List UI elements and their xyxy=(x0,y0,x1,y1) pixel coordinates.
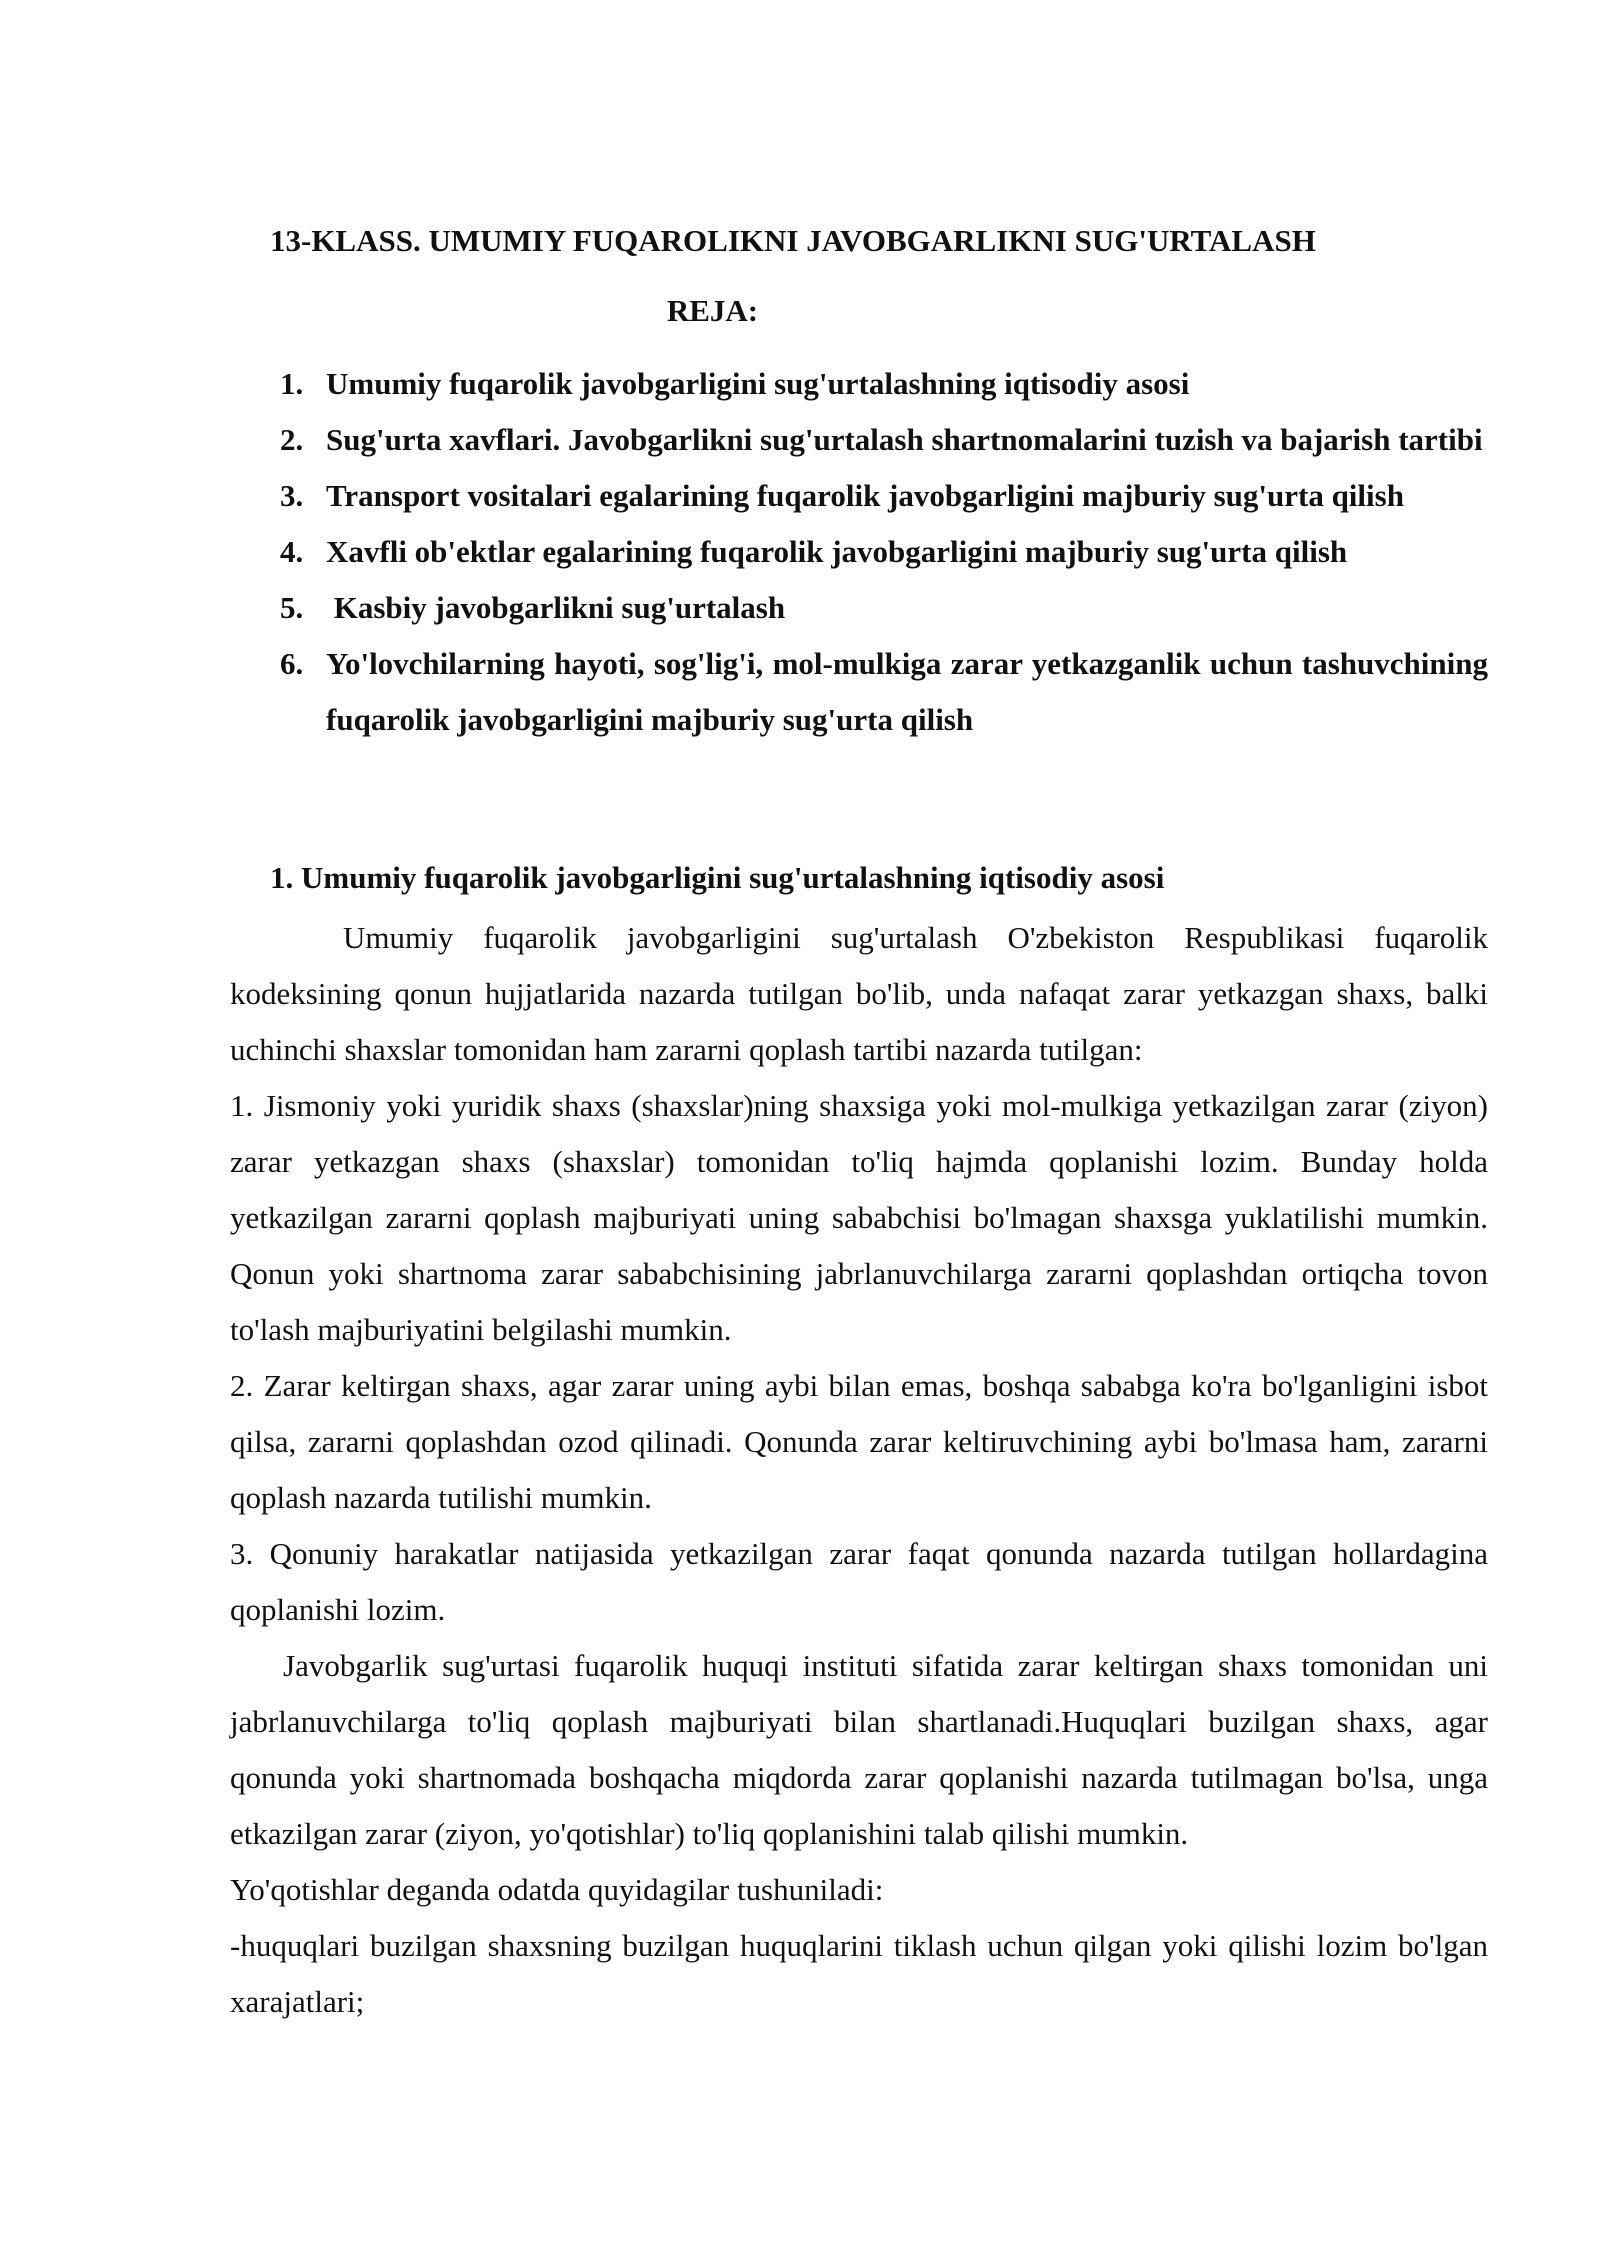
plan-item-text: Kasbiy javobgarlikni sug'urtalash xyxy=(326,590,786,625)
plan-item xyxy=(270,580,1488,636)
plan-item-number: 3. xyxy=(280,478,304,513)
paragraph: 1. Jismoniy yoki yuridik shaxs (shaxslar)ning shaxsiga yoki mol-mulkiga yetkazilgan zarar (ziyon) zarar yetkazgan shaxs (shaxslar) tomonidan to'liq hajmda qoplanishi lozim. Bunday holda yetkazilgan zararni qoplash majburiyati uning sababchisi bo'lmagan shaxsga yuklatilishi mumkin. Qonun yoki shartnoma zarar sababchisining jabrlanuvchilarga zararni qoplashdan ortiqcha tovon to'lash majburiyatini belgilashi mumkin. xyxy=(230,1088,1488,1347)
plan-item-text: Sug'urta xavflari. Javobgarlikni sug'urtalash shartnomalarini tuzish va bajarish tartibi xyxy=(326,422,1483,457)
document-title: 13-KLASS. UMUMIY FUQAROLIKNI JAVOBGARLIKNI SUG'URTALASH xyxy=(270,223,1316,258)
plan-item-text: Transport vositalari egalarining fuqarolik javobgarligini majburiy sug'urta qilish xyxy=(326,478,1404,513)
section-body xyxy=(230,910,1488,2030)
plan-item-text: Xavfli ob'ektlar egalarining fuqarolik javobgarligini majburiy sug'urta qilish xyxy=(326,534,1348,569)
paragraph: Umumiy fuqarolik javobgarligini sug'urtalash O'zbekiston Respublikasi fuqarolik kodeksining qonun hujjatlarida nazarda tutilgan bo'lib, unda nafaqat zarar yetkazgan shaxs, balki uchinchi shaxslar tomonidan ham zararni qoplash tartibi nazarda tutilgan: xyxy=(230,920,1488,1067)
plan-item xyxy=(270,356,1488,412)
plan-item-number: 2. xyxy=(280,422,304,457)
plan-item-text: Umumiy fuqarolik javobgarligini sug'urtalashning iqtisodiy asosi xyxy=(326,366,1190,401)
paragraph: 3. Qonuniy harakatlar natijasida yetkazilgan zarar faqat qonunda nazarda tutilgan hollardagina qoplanishi lozim. xyxy=(230,1536,1488,1627)
plan-item xyxy=(270,524,1488,580)
plan-item-number: 4. xyxy=(280,534,304,569)
plan-item-number: 6. xyxy=(280,646,304,681)
plan-item xyxy=(270,468,1488,524)
plan-list xyxy=(270,356,1488,748)
paragraph: -huquqlari buzilgan shaxsning buzilgan huquqlarini tiklash uchun qilgan yoki qilishi lozim bo'lgan xarajatlari; xyxy=(230,1928,1488,2019)
plan-item-number: 1. xyxy=(280,366,304,401)
section-heading: 1. Umumiy fuqarolik javobgarligini sug'urtalashning iqtisodiy asosi xyxy=(270,860,1165,895)
plan-item-text: Yo'lovchilarning hayoti, sog'lig'i, mol-mulkiga zarar yetkazganlik uchun tashuvchining fuqarolik javobgarligini majburiy sug'urta qilish xyxy=(326,646,1488,737)
paragraph: 2. Zarar keltirgan shaxs, agar zarar uning aybi bilan emas, boshqa sababga ko'ra bo'lganligini isbot qilsa, zararni qoplashdan ozod qilinadi. Qonunda zarar keltiruvchining aybi bo'lmasa ham, zararni qoplash nazarda tutilishi mumkin. xyxy=(230,1368,1488,1515)
plan-item xyxy=(270,412,1488,468)
plan-item-number: 5. xyxy=(280,590,304,625)
plan-heading: REJA: xyxy=(666,293,759,328)
paragraph: Yo'qotishlar deganda odatda quyidagilar tushuniladi: xyxy=(230,1872,884,1907)
paragraph: Javobgarlik sug'urtasi fuqarolik huquqi instituti sifatida zarar keltirgan shaxs tomonidan uni jabrlanuvchilarga to'liq qoplash majburiyati bilan shartlanadi.Huquqlari buzilgan shaxs, agar qonunda yoki shartnomada boshqacha miqdorda zarar qoplanishi nazarda tutilmagan bo'lsa, unga etkazilgan zarar (ziyon, yo'qotishlar) to'liq qoplanishini talab qilishi mumkin. xyxy=(230,1648,1488,1851)
plan-item xyxy=(270,636,1488,748)
